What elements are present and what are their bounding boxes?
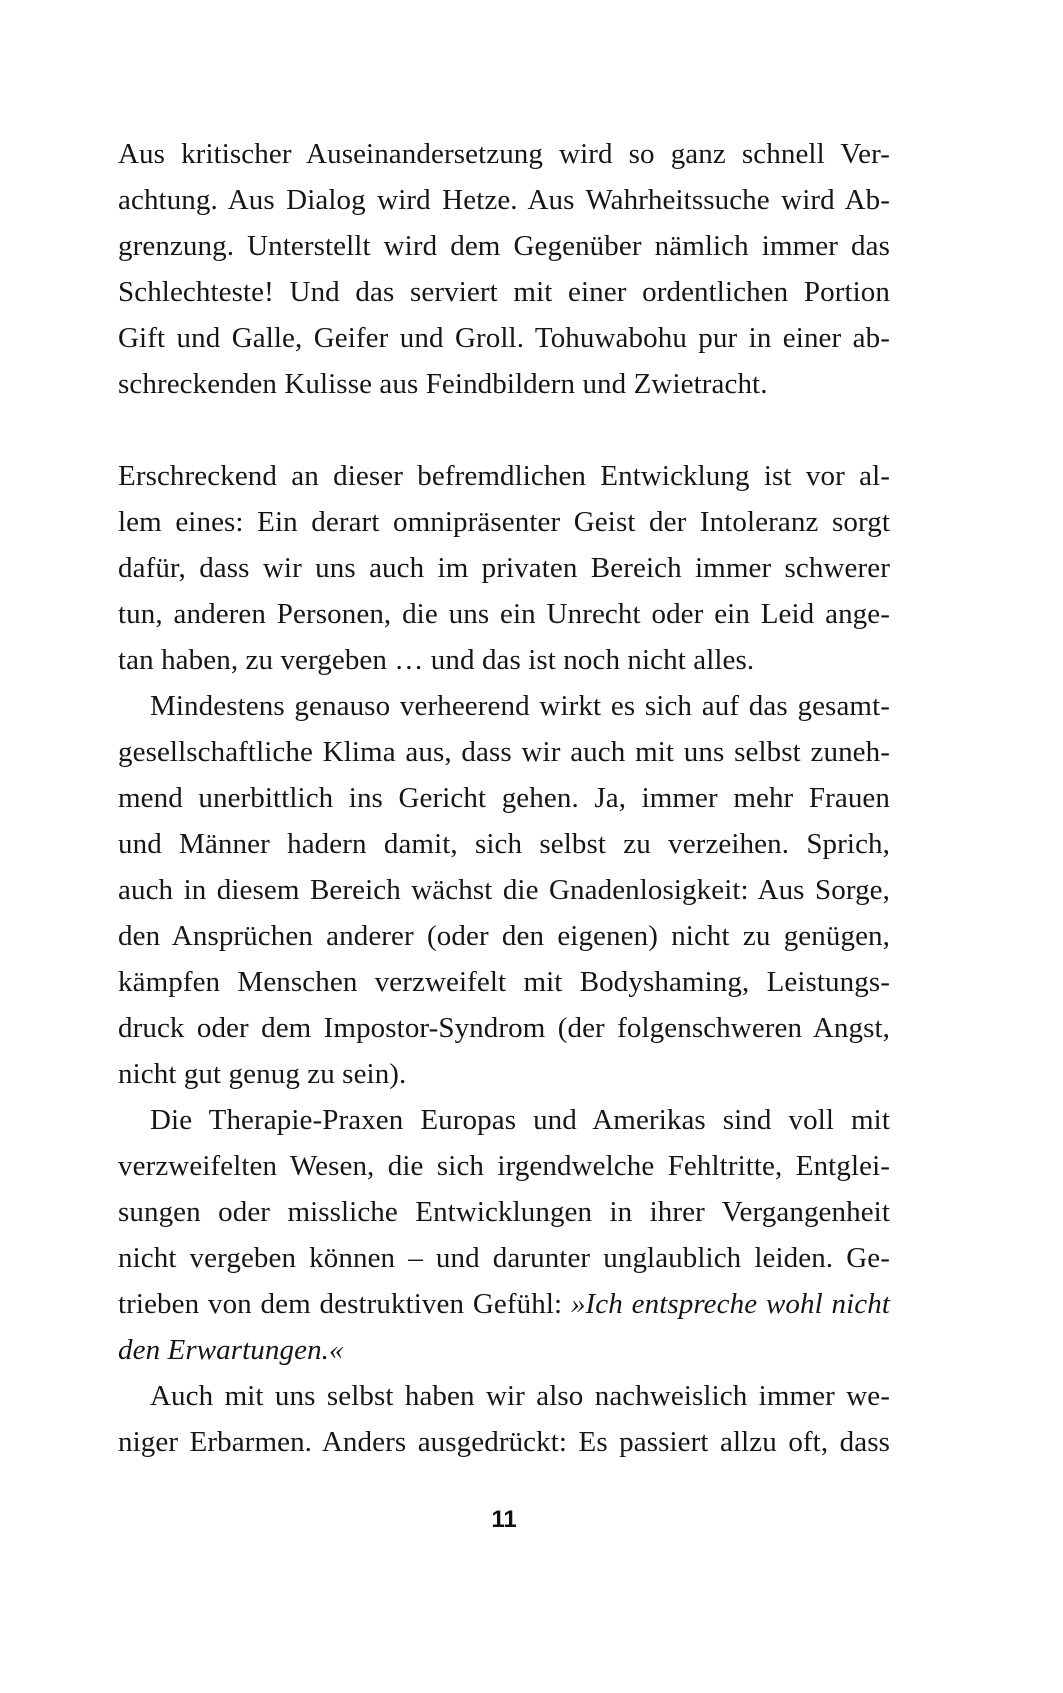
body-text: lem eines: Ein derart omnipräsenter Geist der Intoleranz sorgt — [118, 506, 890, 538]
paragraph — [118, 1097, 890, 1373]
body-text: tun, anderen Personen, die uns ein Unrecht oder ein Leid ange- — [118, 598, 890, 630]
body-text: achtung. Aus Dialog wird Hetze. Aus Wahrheitssuche wird Ab- — [118, 184, 890, 216]
body-text: Erschreckend an dieser befremdlichen Entwicklung ist vor al- — [118, 460, 890, 492]
text-line — [118, 1419, 890, 1465]
body-text: grenzung. Unterstellt wird dem Gegenüber nämlich immer das — [118, 230, 890, 262]
text-line — [118, 637, 890, 683]
text-line — [118, 1005, 890, 1051]
paragraph — [118, 453, 890, 683]
text-line — [118, 729, 890, 775]
text-line — [118, 1281, 890, 1327]
body-text: gesellschaftliche Klima aus, dass wir auch mit uns selbst zuneh- — [118, 736, 890, 768]
text-line — [118, 1235, 890, 1281]
body-text: dafür, dass wir uns auch im privaten Bereich immer schwerer — [118, 552, 890, 584]
text-line — [118, 591, 890, 637]
text-line — [118, 1189, 890, 1235]
body-text: den Ansprüchen anderer (oder den eigenen) nicht zu genügen, — [118, 920, 890, 952]
body-text: kämpfen Menschen verzweifelt mit Bodyshaming, Leistungs- — [118, 966, 890, 998]
body-text: Schlechteste! Und das serviert mit einer ordentlichen Portion — [118, 276, 890, 308]
body-text: niger Erbarmen. Anders ausgedrückt: Es passiert allzu oft, dass — [118, 1426, 890, 1458]
body-text: Gift und Galle, Geifer und Groll. Tohuwabohu pur in einer ab- — [118, 322, 890, 354]
paragraph — [118, 683, 890, 1097]
text-line — [118, 683, 890, 729]
text-line — [118, 269, 890, 315]
body-text: trieben von dem destruktiven Gefühl: — [118, 1288, 571, 1320]
text-line — [118, 1051, 890, 1097]
body-text: Aus kritischer Auseinandersetzung wird so ganz schnell Ver- — [118, 138, 890, 170]
text-line — [118, 959, 890, 1005]
text-line — [118, 1097, 890, 1143]
body-text: sungen oder missliche Entwicklungen in ihrer Vergangenheit — [118, 1196, 890, 1228]
text-line — [118, 1143, 890, 1189]
text-line — [118, 499, 890, 545]
quote-text: »Ich entspreche wohl nicht — [570, 1288, 890, 1320]
page-number: 11 — [491, 1506, 517, 1533]
text-line — [118, 821, 890, 867]
body-text: verzweifelten Wesen, die sich irgendwelche Fehltritte, Entglei- — [118, 1150, 890, 1182]
text-line — [118, 867, 890, 913]
paragraph — [118, 131, 890, 407]
body-text: Auch mit uns selbst haben wir also nachweislich immer we- — [150, 1380, 890, 1412]
quote-text: den Erwartungen.« — [118, 1334, 344, 1366]
body-text: schreckenden Kulisse aus Feindbildern und Zwietracht. — [118, 368, 768, 400]
body-text: Die Therapie-Praxen Europas und Amerikas sind voll mit — [150, 1104, 890, 1136]
text-line — [118, 775, 890, 821]
body-text: nicht vergeben können – und darunter unglaublich leiden. Ge- — [118, 1242, 890, 1274]
text-line — [118, 361, 890, 407]
text-block — [118, 131, 890, 1465]
text-line — [118, 545, 890, 591]
body-text: Mindestens genauso verheerend wirkt es sich auf das gesamt- — [150, 690, 890, 722]
body-text: nicht gut genug zu sein). — [118, 1058, 407, 1090]
text-line — [118, 131, 890, 177]
text-line — [118, 177, 890, 223]
text-line — [118, 1327, 890, 1373]
paragraph — [118, 1373, 890, 1465]
text-line — [118, 223, 890, 269]
text-line — [118, 1373, 890, 1419]
text-line — [118, 315, 890, 361]
body-text: mend unerbittlich ins Gericht gehen. Ja, immer mehr Frauen — [118, 782, 890, 814]
body-text: tan haben, zu vergeben … und das ist noch nicht alles. — [118, 644, 755, 676]
body-text: und Männer hadern damit, sich selbst zu verzeihen. Sprich, — [118, 828, 890, 860]
text-line — [118, 453, 890, 499]
body-text: auch in diesem Bereich wächst die Gnadenlosigkeit: Aus Sorge, — [118, 874, 890, 906]
text-line — [118, 913, 890, 959]
body-text: druck oder dem Impostor-Syndrom (der folgenschweren Angst, — [118, 1012, 890, 1044]
